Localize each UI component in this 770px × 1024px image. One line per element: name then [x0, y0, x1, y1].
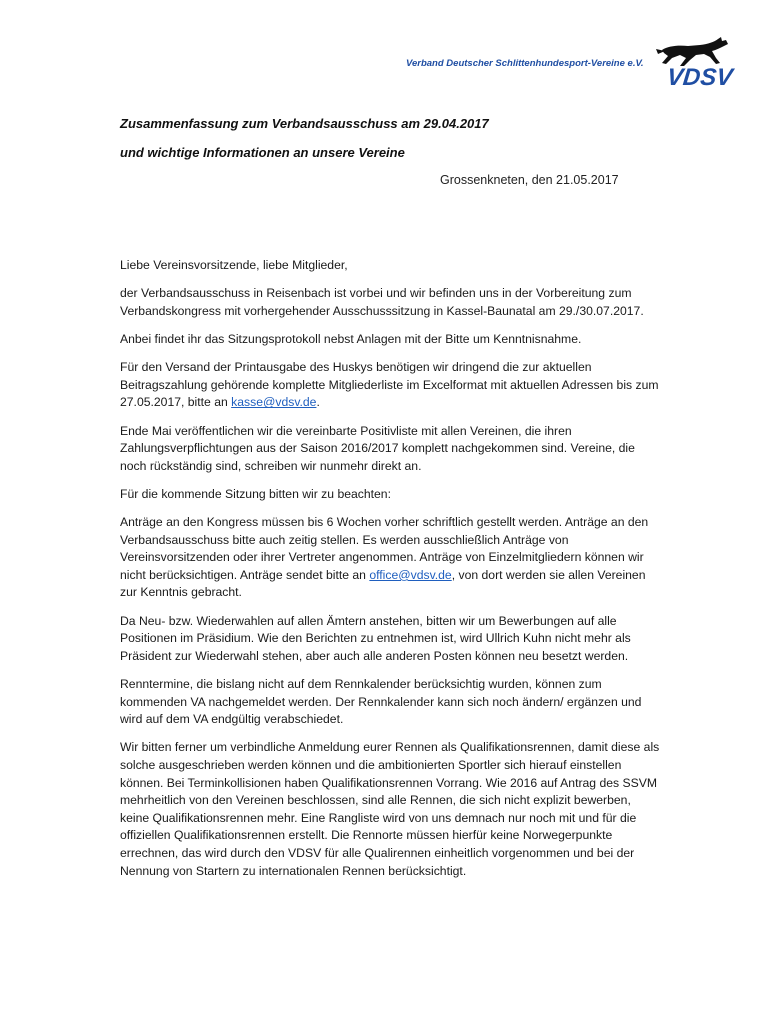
document-subtitle: und wichtige Informationen an unsere Vereine — [120, 145, 405, 160]
paragraph: Anbei findet ihr das Sitzungsprotokoll nebst Anlagen mit der Bitte um Kenntnisnahme. — [120, 331, 582, 346]
paragraph: Da Neu- bzw. Wiederwahlen auf allen Ämtern anstehen, bitten wir um Bewerbungen auf alle Positionen im Präsidium. Wie den Berichten zu entnehmen ist, wird Ullrich Kuhn nicht mehr als Präsident zur Wiederwahl stehen, aber auch alle anderen Posten können neu besetzt werden. — [120, 613, 631, 663]
logo-text: VDSV — [665, 64, 734, 91]
office-email-link[interactable]: office@vdsv.de — [369, 567, 452, 582]
paragraph — [120, 514, 660, 602]
vdsv-logo — [656, 36, 736, 96]
letter-body — [120, 257, 660, 891]
paragraph-text: Anträge an den Kongress müssen bis 6 Wochen vorher schriftlich gestellt werden. Anträge an den Verbandsausschuss bitte auch zeitig stellen. Es werden ausschließlich Anträge von Vereinsvorsitzenden oder ihrer Vertreter angenommen. Anträge von Einzelmitgliedern können wir nicht berücksichtigen. Anträge sendet bitte an — [120, 515, 649, 582]
paragraph: Für die kommende Sitzung bitten wir zu beachten: — [120, 486, 391, 501]
paragraph: Renntermine, die bislang nicht auf dem Rennkalender berücksichtig wurden, können zum kommenden VA nachgemeldet werden. Der Rennkalender kann sich noch ändern/ ergänzen und wird auf dem VA endgültig verabschiedet. — [120, 677, 642, 727]
paragraph-text: . — [316, 395, 320, 410]
document-title: Zusammenfassung zum Verbandsausschuss am 29.04.2017 — [120, 116, 489, 131]
greeting: Liebe Vereinsvorsitzende, liebe Mitglieder, — [120, 258, 348, 272]
paragraph — [120, 359, 660, 412]
kasse-email-link[interactable]: kasse@vdsv.de — [231, 395, 317, 410]
paragraph-text: , von dort werden sie allen Vereinen zur Kenntnis gebracht. — [120, 567, 646, 600]
letterhead — [406, 36, 736, 100]
place-date: Grossenkneten, den 21.05.2017 — [440, 173, 619, 187]
organization-name: Verband Deutscher Schlittenhundesport-Vereine e.V. — [406, 58, 644, 69]
paragraph-text: Für den Versand der Printausgabe des Huskys benötigen wir dringend die zur aktuellen Beitragszahlung gehörende komplette Mitgliederliste im Excelformat mit aktuellen Adressen bis zum 27.05.2017, bitte an — [120, 360, 659, 410]
paragraph: Ende Mai veröffentlichen wir die vereinbarte Positivliste mit allen Vereinen, die ihren Zahlungsverpflichtungen aus der Saison 2016/2017 komplett nachgekommen sind. Vereine, die noch rückständig sind, schreiben wir nunmehr direkt an. — [120, 423, 635, 473]
paragraph: Wir bitten ferner um verbindliche Anmeldung eurer Rennen als Qualifikationsrennen, damit diese als solche ausgeschrieben werden können und die ambitionierten Sportler sich hierauf einstellen können. Bei Terminkollisionen haben Qualifikationsrennen Vorrang. Wie 2016 auf Antrag des SSVM mehrheitlich von den Vereinen beschlossen, sind alle Rennen, die sich nicht explizit bewerben, keine Qualifikationsrennen mehr. Eine Rangliste wird von uns demnach nur noch mit und für die offiziellen Qualifikationsrennen erstellt. Die Rennorte müssen hierfür keine Norwegerpunkte errechnen, das wird durch den VDSV für alle Qualirennen einheitlich vorgenommen und bei der Nennung von Startern zu internationalen Rennen berücksichtigt. — [120, 740, 660, 878]
paragraph: der Verbandsausschuss in Reisenbach ist vorbei und wir befinden uns in der Vorbereitung zum Verbandskongress mit vorhergehender Ausschusssitzung in Kassel-Baunatal am 29./30.07.2017. — [120, 286, 644, 318]
